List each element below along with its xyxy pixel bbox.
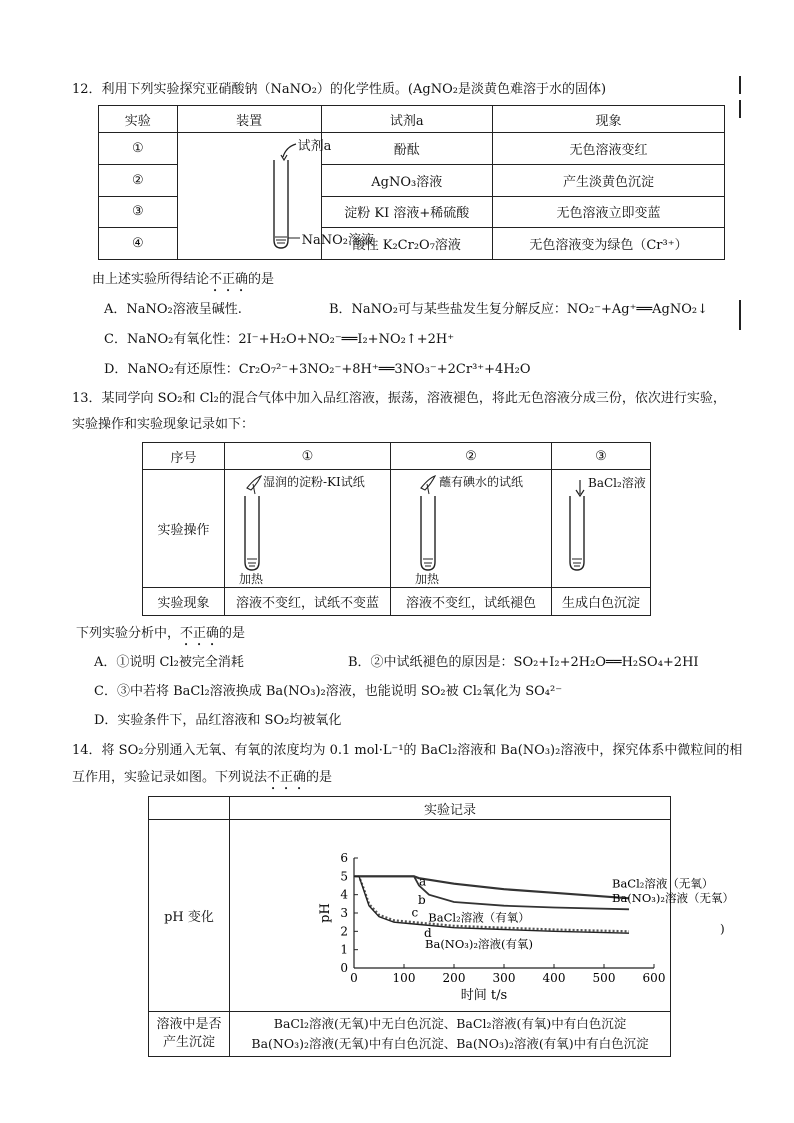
q14-table	[148, 796, 734, 1057]
y-tick-label: 5	[340, 869, 348, 884]
series-line	[354, 876, 629, 909]
series-name-label: Ba(NO₃)₂溶液(有氧)	[425, 936, 533, 951]
margin-mark	[739, 300, 741, 330]
series-name-label: BaCl₂溶液（有氧）	[428, 910, 530, 925]
q12-header-reagent: 试剂a	[321, 106, 492, 133]
q14-stem-emphasis: 不正确	[267, 770, 307, 785]
q13-option-c: C．③中若将 BaCl₂溶液换成 Ba(NO₃)₂溶液，也能说明 SO₂被 Cl₂氧化为 SO₄²⁻	[94, 684, 563, 699]
q14-stem-pre: 互作用，实验记录如图。下列说法	[72, 770, 268, 785]
q12-header-no: 实验	[99, 106, 178, 133]
q12-prompt	[92, 268, 274, 295]
q13-col3-no: ③	[552, 443, 651, 470]
q12-row-reagent: 酸性 K₂Cr₂O₇溶液	[321, 228, 492, 260]
series-name-label: BaCl₂溶液（无氧）	[612, 876, 714, 891]
margin-mark	[739, 76, 741, 94]
q12-option-d: D．NaNO₂有还原性：Cr₂O₇²⁻+3NO₂⁻+8H⁺══3NO₃⁻+2Cr³⁺+4H₂O	[104, 362, 531, 377]
y-tick-label: 2	[340, 924, 348, 939]
q12-option-b: B．NaNO₂可与某些盐发生复分解反应：NO₂⁻+Ag⁺══AgNO₂↓	[329, 302, 708, 317]
series-tag: a	[419, 874, 427, 889]
series-tag: c	[411, 905, 419, 920]
q14-stem-line1: 14．将 SO₂分别通入无氧、有氧的浓度均为 0.1 mol·L⁻¹的 BaCl₂溶液和 Ba(NO₃)₂溶液中，探究体系中微粒间的相	[72, 743, 743, 758]
q13-col1-no: ①	[225, 443, 391, 470]
q12-row-phenomenon: 产生淡黄色沉淀	[492, 164, 724, 196]
q12-reagent-a-label: 试剂a	[297, 139, 332, 154]
x-tick-label: 200	[442, 971, 466, 985]
q14-chart-cell	[230, 820, 734, 1012]
q12-prompt-pre: 由上述实验所得结论	[92, 272, 210, 287]
q14-stem-line2	[72, 766, 332, 793]
series-name-label: Ba(NO₃)₂溶液（无氧）	[612, 891, 734, 905]
q12-row-reagent: 酚酞	[321, 133, 492, 165]
q12-row-phenomenon: 无色溶液立即变蓝	[492, 196, 724, 228]
x-tick-label: 0	[350, 971, 358, 985]
q12-row-no: ②	[99, 164, 178, 196]
q12-prompt-emphasis: 不正确	[209, 272, 249, 287]
q13-tube-3-top-label: BaCl₂溶液	[588, 476, 646, 490]
q13-col3-phenomenon: 生成白色沉淀	[552, 588, 651, 616]
q14-precip-text-1: BaCl₂溶液(无氧)中无白色沉淀、BaCl₂溶液(有氧)中有白色沉淀	[273, 1016, 627, 1031]
q13-option-a: A．①说明 Cl₂被完全消耗	[94, 655, 244, 670]
q13-label-phenomenon: 实验现象	[143, 588, 225, 616]
q13-stem-line2: 实验操作和实验现象记录如下：	[72, 417, 255, 432]
q14-ph-label: pH 变化	[149, 820, 230, 1012]
q13-col2-phenomenon: 溶液不变红，试纸褪色	[391, 588, 552, 616]
q13-option-b: B．②中试纸褪色的原因是：SO₂+I₂+2H₂O══H₂SO₄+2HI	[348, 655, 699, 670]
q12-header-phenomenon: 现象	[492, 106, 724, 133]
q14-header: 实验记录	[230, 797, 671, 820]
q12-row-no: ①	[99, 133, 178, 165]
q13-label-operation: 实验操作	[143, 470, 225, 588]
q14-precip-label-2: 产生沉淀	[162, 1035, 215, 1050]
margin-mark: )	[720, 922, 725, 936]
series-tag: b	[418, 892, 426, 907]
series-tag: d	[424, 925, 432, 940]
q13-table	[142, 442, 651, 616]
q13-op-cell-2	[391, 470, 552, 588]
y-tick-label: 6	[340, 851, 348, 865]
q12-option-a: A．NaNO₂溶液呈碱性.	[104, 302, 242, 317]
y-tick-label: 3	[340, 906, 348, 920]
q12-stem: 12．利用下列实验探究亚硝酸钠（NaNO₂）的化学性质。(AgNO₂是淡黄色难溶于水的固体)	[72, 82, 607, 97]
q12-row-no: ③	[99, 196, 178, 228]
q14-stem-post: 的是	[306, 770, 333, 785]
y-tick-label: 0	[340, 961, 348, 975]
q12-header-device: 装置	[177, 106, 321, 133]
series-line	[354, 876, 629, 898]
q14-precip-label-1: 溶液中是否	[156, 1017, 222, 1032]
q12-row-phenomenon: 无色溶液变红	[492, 133, 724, 165]
q13-prompt	[76, 622, 245, 649]
q13-label-no: 序号	[143, 443, 225, 470]
x-tick-label: 100	[392, 971, 416, 985]
x-tick-label: 300	[492, 971, 516, 985]
y-tick-label: 1	[340, 942, 348, 957]
q13-col1-phenomenon: 溶液不变红，试纸不变蓝	[225, 588, 391, 616]
y-tick-label: 4	[340, 887, 348, 902]
y-axis-label: pH	[318, 903, 333, 923]
margin-mark	[739, 100, 741, 118]
q12-row-no: ④	[99, 228, 178, 260]
q13-tube-2-bottom-label: 加热	[415, 572, 440, 586]
x-tick-label: 500	[592, 971, 616, 985]
q12-row-reagent: 淀粉 KI 溶液+稀硫酸	[321, 196, 492, 228]
q12-table	[98, 105, 725, 260]
q13-prompt-pre: 下列实验分析中，	[76, 626, 181, 641]
x-tick-label: 600	[642, 971, 666, 985]
q12-device-cell	[177, 133, 374, 260]
q14-precip-label	[149, 1012, 230, 1057]
q12-prompt-post: 的是	[248, 272, 275, 287]
q13-tube-1-top-label: 湿润的淀粉-KI试纸	[263, 475, 365, 489]
q12-option-c: C．NaNO₂有氧化性：2I⁻+H₂O+NO₂⁻══I₂+NO₂↑+2H⁺	[104, 332, 455, 347]
q12-row-phenomenon: 无色溶液变为绿色（Cr³⁺）	[492, 228, 724, 260]
q13-prompt-post: 的是	[219, 626, 246, 641]
q14-header-blank	[149, 797, 230, 820]
q13-op-cell-1	[225, 470, 391, 588]
q13-stem-line1: 13．某同学向 SO₂和 Cl₂的混合气体中加入品红溶液，振荡，溶液褪色，将此无色溶液分成三份，依次进行实验，	[72, 391, 726, 406]
ph-chart	[230, 820, 734, 1007]
q13-option-d: D．实验条件下，品红溶液和 SO₂均被氧化	[94, 713, 342, 728]
q14-precip-text	[230, 1012, 671, 1057]
q13-tube-1-bottom-label: 加热	[239, 572, 264, 586]
q13-col2-no: ②	[391, 443, 552, 470]
q13-tube-2-top-label: 蘸有碘水的试纸	[439, 475, 524, 489]
q13-op-cell-3	[552, 470, 651, 588]
q14-precip-text-2: Ba(NO₃)₂溶液(无氧)中有白色沉淀、Ba(NO₃)₂溶液(有氧)中有白色沉淀	[251, 1036, 649, 1051]
q12-nano2-label: NaNO₂溶液	[301, 233, 374, 248]
q12-row-reagent: AgNO₃溶液	[321, 164, 492, 196]
q13-prompt-emphasis: 不正确	[180, 626, 220, 641]
x-axis-label: 时间 t/s	[460, 988, 508, 1003]
x-tick-label: 400	[542, 971, 566, 985]
